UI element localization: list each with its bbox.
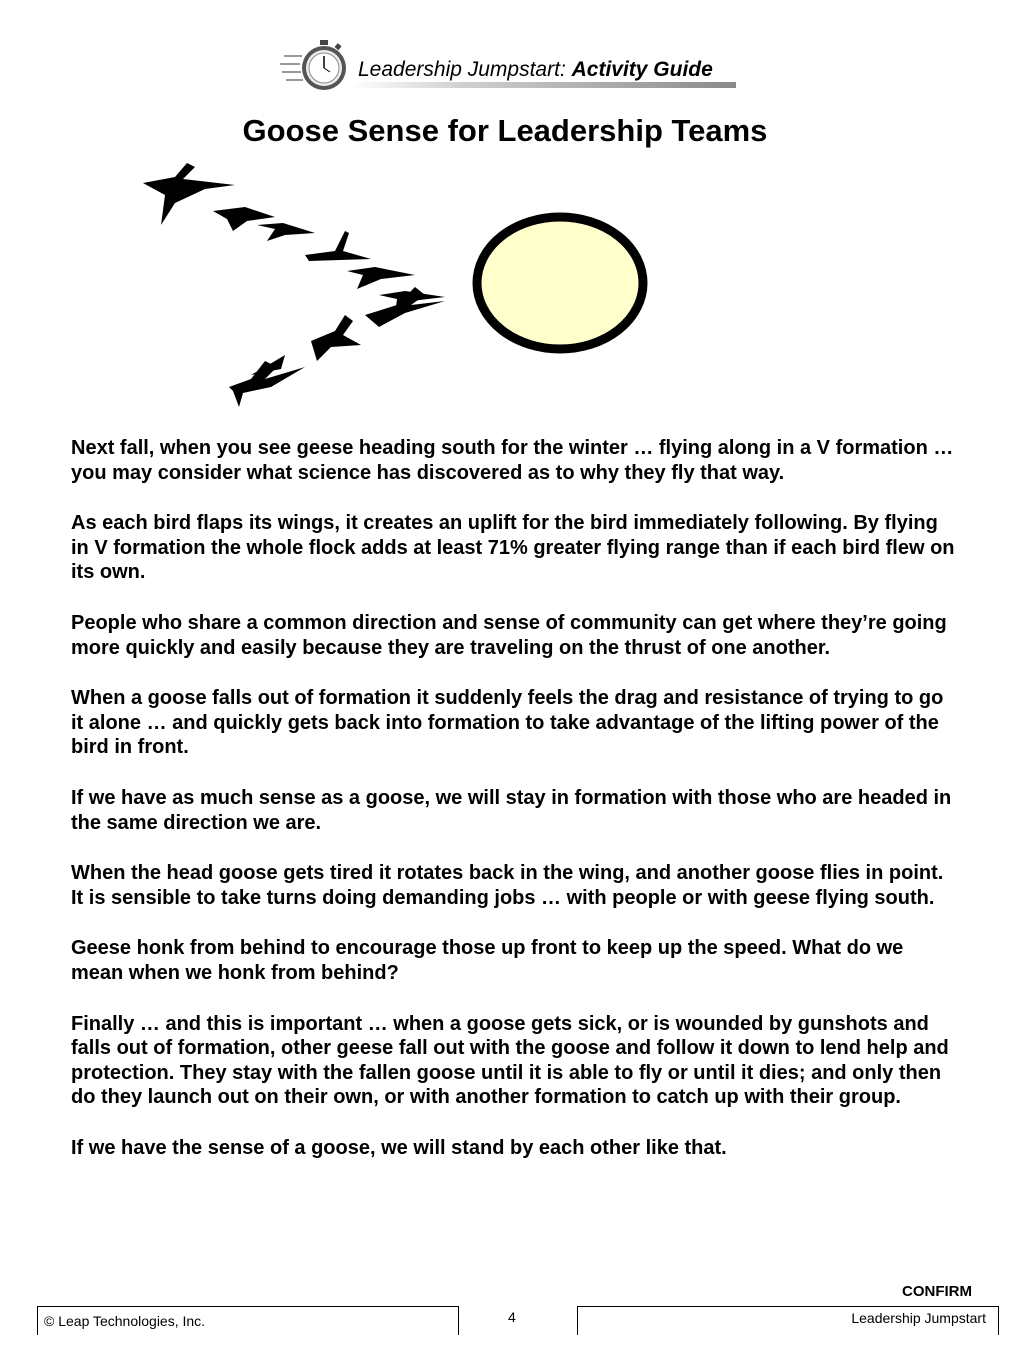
paragraph: Geese honk from behind to encourage those up front to keep up the speed. What do we mean when we honk from behind?: [71, 937, 904, 984]
header-title: [358, 58, 713, 82]
paragraph: As each bird flaps its wings, it creates an uplift for the bird immediately following. By flying in V formation the whole flock adds at least 71% greater flying range than if each bird flew on its own.: [71, 512, 955, 584]
confirm-label: CONFIRM: [902, 1283, 972, 1300]
paragraph: Finally … and this is important … when a goose gets sick, or is wounded by gunshots and falls out of formation, other geese fall out with the goose and follow it down to lend help and protection. They stay with the fallen goose until it is able to fly or until it dies; and only then do they launch out on their own, or with another formation to catch up with their group.: [71, 1012, 949, 1109]
page-number: 4: [508, 1309, 516, 1325]
footer-copyright: © Leap Technologies, Inc.: [44, 1313, 206, 1329]
geese-illustration: [135, 155, 660, 415]
footer-title-box: [577, 1306, 999, 1335]
paragraph: Next fall, when you see geese heading south for the winter … flying along in a V formation … you may consider what science has discovered as to why they fly that way.: [71, 437, 954, 484]
paragraph: People who share a common direction and sense of community can get where they’re going more quickly and easily because they are traveling on the thrust of one another.: [71, 611, 947, 659]
article-body: [71, 436, 956, 1186]
paragraph: When the head goose gets tired it rotates back in the wing, and another goose flies in point. It is sensible to take turns doing demanding jobs … with people or with geese flying south.: [71, 862, 944, 909]
paragraph: If we have the sense of a goose, we will stand by each other like that.: [71, 1136, 727, 1159]
sun-icon: [477, 217, 643, 349]
paragraph: When a goose falls out of formation it suddenly feels the drag and resistance of trying to go it alone … and quickly gets back into formation to take advantage of the lifting power of the bird in front.: [71, 687, 944, 759]
header-title-emphasis: Activity Guide: [571, 58, 713, 81]
header-rule: [350, 82, 736, 88]
document-header: [280, 38, 750, 94]
header-title-prefix: Leadership Jumpstart:: [358, 58, 572, 81]
footer-title: Leadership Jumpstart: [851, 1310, 986, 1326]
page-title: Goose Sense for Leadership Teams: [242, 113, 768, 148]
stopwatch-icon: [280, 38, 352, 94]
geese-flock-icon: [143, 163, 445, 407]
paragraph: If we have as much sense as a goose, we will stay in formation with those who are headed in the same direction we are.: [71, 786, 952, 834]
footer-copyright-box: [37, 1306, 459, 1335]
